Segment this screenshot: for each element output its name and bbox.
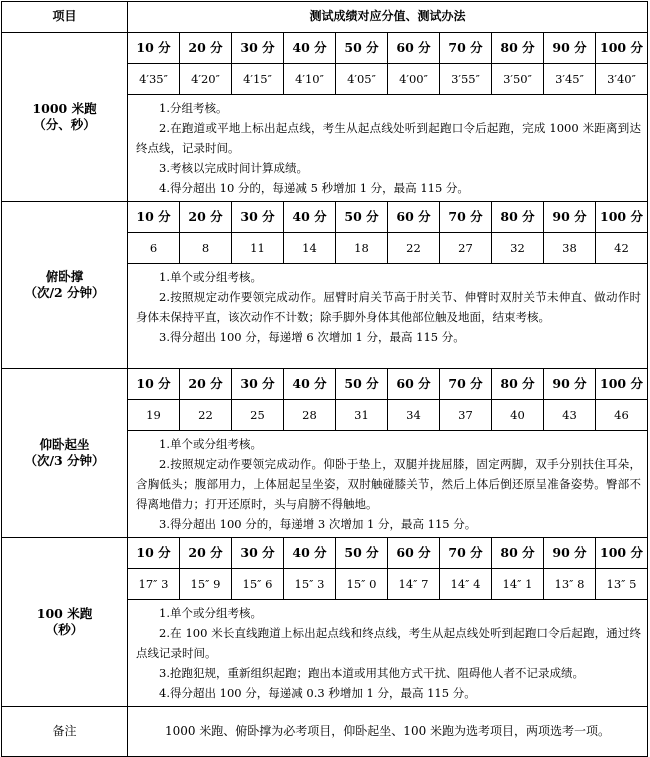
score-value: 13″ 5 — [596, 569, 648, 600]
score-value: 8 — [180, 233, 232, 264]
score-row — [2, 369, 648, 400]
score-value: 4′05″ — [336, 64, 388, 95]
method-line: 3.得分超出 100 分的，每递增 3 次增加 1 分，最高 115 分。 — [159, 517, 477, 531]
score-value: 17″ 3 — [128, 569, 180, 600]
score-value: 14 — [284, 233, 336, 264]
method-line: 3.抢跑犯规，重新组织起跑；跑出本道或用其他方式干扰、阻碍他人者不记录成绩。 — [159, 666, 584, 680]
score-label: 40 分 — [284, 538, 336, 569]
method-line: 2.按照规定动作要领完成动作。屈臂时肩关节高于肘关节、伸臂时双肘关节未伸直、做动作时身体未保持平直，该次动作不计数；除手脚外身体其他部位触及地面，结束考核。 — [136, 290, 641, 324]
method-line: 1.单个或分组考核。 — [159, 270, 262, 284]
score-value: 15″ 6 — [232, 569, 284, 600]
score-value: 4′35″ — [128, 64, 180, 95]
method-line: 4.得分超出 100 分，每递减 0.3 秒增加 1 分，最高 115 分。 — [159, 686, 476, 700]
score-value: 4′15″ — [232, 64, 284, 95]
score-value: 22 — [180, 400, 232, 431]
remark-text: 1000 米跑、俯卧撑为必考项目，仰卧起坐、100 米跑为选考项目，两项选考一项。 — [128, 707, 648, 757]
score-label: 60 分 — [388, 202, 440, 233]
score-value: 31 — [336, 400, 388, 431]
score-label: 80 分 — [492, 202, 544, 233]
score-value: 25 — [232, 400, 284, 431]
score-label: 30 分 — [232, 538, 284, 569]
remark-label: 备注 — [2, 707, 128, 757]
score-value: 4′00″ — [388, 64, 440, 95]
score-label: 90 分 — [544, 538, 596, 569]
score-value: 22 — [388, 233, 440, 264]
score-row — [2, 538, 648, 569]
score-label: 70 分 — [440, 369, 492, 400]
score-label: 10 分 — [128, 33, 180, 64]
score-value: 28 — [284, 400, 336, 431]
score-value: 3′45″ — [544, 64, 596, 95]
score-label: 30 分 — [232, 202, 284, 233]
score-label: 60 分 — [388, 33, 440, 64]
score-value: 37 — [440, 400, 492, 431]
item-unit: （次/3 分钟） — [24, 453, 105, 468]
score-value: 3′40″ — [596, 64, 648, 95]
score-value: 3′50″ — [492, 64, 544, 95]
score-label: 10 分 — [128, 538, 180, 569]
score-label: 50 分 — [336, 538, 388, 569]
method-line: 2.在跑道或平地上标出起点线，考生从起点线处听到起跑口令后起跑，完成 1000 米距离到达终点线，记录时间。 — [136, 121, 641, 155]
item-name-cell — [2, 33, 128, 202]
method-line: 4.得分超出 10 分的，每递减 5 秒增加 1 分，最高 115 分。 — [159, 181, 469, 195]
score-value: 4′10″ — [284, 64, 336, 95]
score-label: 20 分 — [180, 538, 232, 569]
score-value: 42 — [596, 233, 648, 264]
score-label: 40 分 — [284, 33, 336, 64]
method-line: 2.在 100 米长直线跑道上标出起点线和终点线，考生从起点线处听到起跑口令后起跑，通过终点线记录时间。 — [136, 626, 641, 660]
remark-row — [2, 707, 648, 757]
standard-header: 测试成绩对应分值、测试办法 — [128, 2, 648, 33]
score-value: 14″ 7 — [388, 569, 440, 600]
item-header: 项目 — [2, 2, 128, 33]
item-name-cell — [2, 202, 128, 369]
score-label: 10 分 — [128, 202, 180, 233]
item-name: 1000 米跑 — [32, 100, 97, 116]
score-value: 4′20″ — [180, 64, 232, 95]
score-value: 13″ 8 — [544, 569, 596, 600]
score-row — [2, 33, 648, 64]
score-label: 60 分 — [388, 538, 440, 569]
score-label: 20 分 — [180, 33, 232, 64]
method-cell — [128, 264, 648, 369]
item-name-cell — [2, 538, 128, 707]
score-value: 18 — [336, 233, 388, 264]
method-cell — [128, 431, 648, 538]
score-label: 30 分 — [232, 369, 284, 400]
method-line: 1.单个或分组考核。 — [159, 606, 262, 620]
score-value: 3′55″ — [440, 64, 492, 95]
score-label: 80 分 — [492, 33, 544, 64]
method-line: 2.按照规定动作要领完成动作。仰卧于垫上，双腿并拢屈膝，固定两脚，双手分别扶住耳朵，含胸低头；腹部用力，上体屈起呈坐姿，双肘触碰膝关节，然后上体后倒还原呈准备姿势。臀部不得离地借力；打开还原时，头与肩膀不得触地。 — [136, 457, 641, 511]
score-label: 30 分 — [232, 33, 284, 64]
score-value: 27 — [440, 233, 492, 264]
score-value: 15″ 0 — [336, 569, 388, 600]
score-label: 90 分 — [544, 33, 596, 64]
score-label: 70 分 — [440, 33, 492, 64]
method-line: 1.单个或分组考核。 — [159, 437, 262, 451]
item-unit: （次/2 分钟） — [24, 285, 105, 300]
header-row — [2, 2, 648, 33]
score-label: 40 分 — [284, 202, 336, 233]
score-label: 40 分 — [284, 369, 336, 400]
item-unit: （分、秒） — [33, 117, 96, 132]
score-value: 43 — [544, 400, 596, 431]
method-line: 1.分组考核。 — [159, 101, 228, 115]
item-unit: （秒） — [45, 622, 84, 637]
score-row — [2, 202, 648, 233]
score-value: 14″ 4 — [440, 569, 492, 600]
score-label: 90 分 — [544, 369, 596, 400]
item-name: 仰卧起坐 — [39, 436, 90, 452]
item-name: 俯卧撑 — [45, 268, 84, 284]
score-label: 50 分 — [336, 369, 388, 400]
score-value: 46 — [596, 400, 648, 431]
score-label: 90 分 — [544, 202, 596, 233]
score-value: 11 — [232, 233, 284, 264]
method-line: 3.得分超出 100 分，每递增 6 次增加 1 分，最高 115 分。 — [159, 330, 465, 344]
score-value: 19 — [128, 400, 180, 431]
score-value: 6 — [128, 233, 180, 264]
score-label: 50 分 — [336, 202, 388, 233]
score-value: 34 — [388, 400, 440, 431]
score-label: 20 分 — [180, 202, 232, 233]
score-value: 40 — [492, 400, 544, 431]
score-label: 100 分 — [596, 538, 648, 569]
score-label: 20 分 — [180, 369, 232, 400]
method-cell — [128, 600, 648, 707]
score-label: 70 分 — [440, 202, 492, 233]
score-label: 100 分 — [596, 369, 648, 400]
score-label: 50 分 — [336, 33, 388, 64]
score-label: 100 分 — [596, 202, 648, 233]
score-value: 32 — [492, 233, 544, 264]
score-value: 15″ 3 — [284, 569, 336, 600]
score-label: 80 分 — [492, 538, 544, 569]
score-label: 60 分 — [388, 369, 440, 400]
score-label: 10 分 — [128, 369, 180, 400]
fitness-standard-table — [1, 1, 648, 757]
score-label: 70 分 — [440, 538, 492, 569]
item-name-cell — [2, 369, 128, 538]
score-value: 15″ 9 — [180, 569, 232, 600]
score-value: 14″ 1 — [492, 569, 544, 600]
method-cell — [128, 95, 648, 202]
score-label: 100 分 — [596, 33, 648, 64]
score-value: 38 — [544, 233, 596, 264]
score-label: 80 分 — [492, 369, 544, 400]
item-name: 100 米跑 — [36, 605, 93, 621]
method-line: 3.考核以完成时间计算成绩。 — [159, 161, 308, 175]
